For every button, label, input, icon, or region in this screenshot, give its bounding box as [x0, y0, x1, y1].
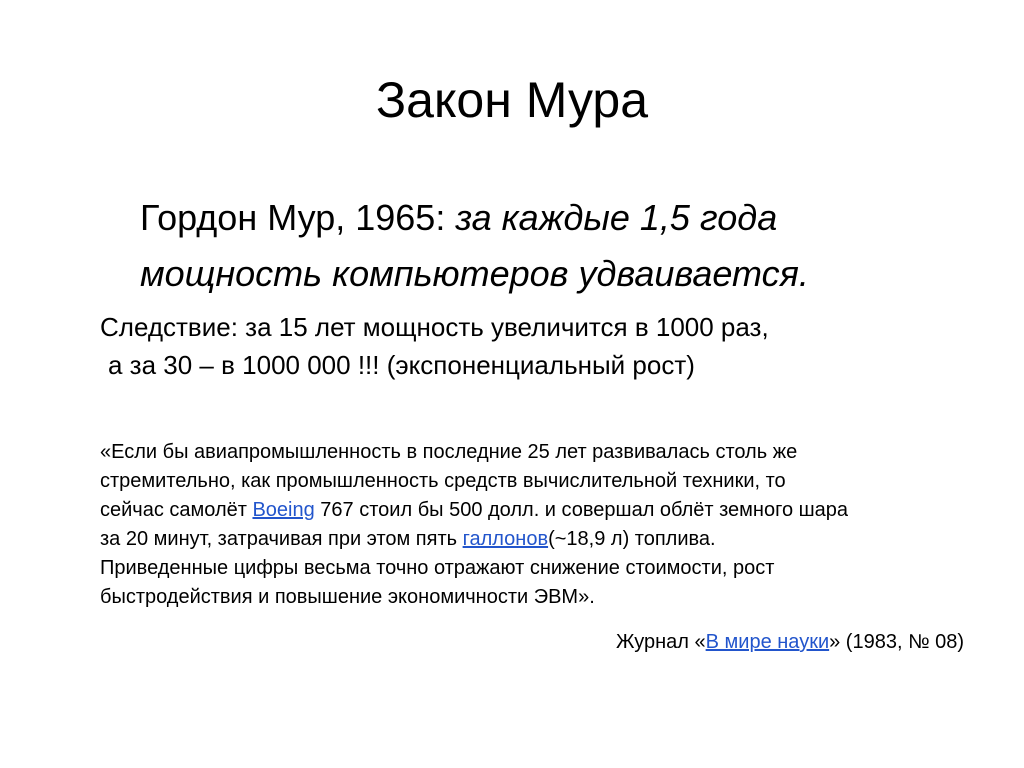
quote-source [100, 628, 964, 657]
consequence-line1: Следствие: за 15 лет мощность увеличится в 1000 раз, [100, 312, 769, 342]
lead-prefix: Гордон Мур, 1965: [140, 197, 456, 238]
quote-line4 [100, 525, 980, 554]
quote-line1: «Если бы авиапромышленность в последние 25 лет развивалась столь же [100, 441, 798, 463]
quote-line6: быстродействия и повышение экономичности ЭВМ». [100, 586, 595, 608]
boeing-link[interactable]: Boeing [252, 499, 315, 521]
journal-link[interactable]: В мире науки [705, 631, 830, 653]
source-before: Журнал « [615, 631, 706, 653]
lead-italic-line1: за каждые 1,5 года [455, 197, 778, 238]
quote-line4-after: (~18,9 л) топлива. [548, 528, 716, 550]
consequence-line2: а за 30 – в 1000 000 !!! (экспоненциальный рост) [108, 350, 695, 380]
source-after: » (1983, № 08) [829, 631, 964, 653]
quote-line4-before: за 20 минут, затрачивая при этом пять [100, 528, 463, 550]
lead-italic-line2: мощность компьютеров удваивается. [140, 253, 809, 294]
quote-line3 [100, 496, 980, 525]
quote-line3-after: 767 стоил бы 500 долл. и совершал облёт земного шара [314, 499, 849, 521]
quote-block [100, 438, 980, 612]
quote-line3-before: сейчас самолёт [100, 499, 253, 521]
quote-line2: стремительно, как промышленность средств вычислительной техники, то [100, 470, 786, 492]
consequence-text [100, 308, 980, 384]
gallons-link[interactable]: галлонов [462, 528, 549, 550]
slide-title: Закон Мура [375, 72, 649, 128]
quote-line5: Приведенные цифры весьма точно отражают снижение стоимости, рост [100, 557, 775, 579]
lead-statement [140, 190, 980, 302]
